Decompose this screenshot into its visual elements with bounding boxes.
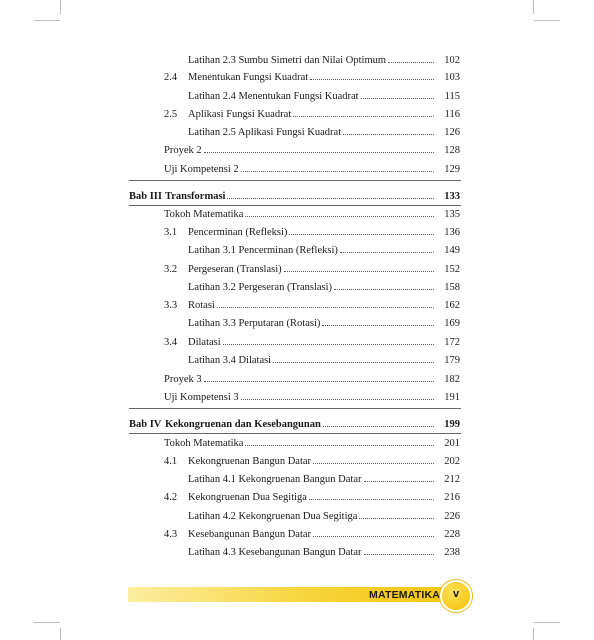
toc-entry-title: Proyek 3 <box>164 374 202 385</box>
toc-entry-page: 103 <box>444 72 460 83</box>
toc-entry-title: Pergeseran (Translasi) <box>188 264 282 275</box>
chapter-divider <box>129 205 461 206</box>
toc-entry-title: Kekongruenan Bangun Datar <box>188 456 312 467</box>
toc-entry-page: 182 <box>444 374 460 385</box>
toc-entry-title: Tokoh Matematika <box>164 209 244 220</box>
toc-entry-page: 169 <box>444 318 460 329</box>
leader-dots <box>245 436 434 446</box>
leader-dots <box>340 243 434 253</box>
leader-dots <box>388 53 434 63</box>
toc-entry[interactable] <box>188 353 460 367</box>
toc-entry-page: 136 <box>444 227 460 238</box>
toc-entry-page: 115 <box>444 91 460 102</box>
leader-dots <box>227 189 434 199</box>
toc-section-number: 3.1 <box>164 227 178 238</box>
toc-entry-title: Aplikasi Fungsi Kuadrat <box>188 109 292 120</box>
toc-entry-title: Kekongruenan Dua Segitiga <box>188 492 307 503</box>
toc-entry-title: Rotasi <box>188 300 215 311</box>
toc-entry-page: 179 <box>444 355 460 366</box>
toc-entry-page: 172 <box>444 337 460 348</box>
toc-entry[interactable] <box>164 298 460 312</box>
toc-entry-page: 212 <box>444 474 460 485</box>
leader-dots <box>309 490 434 500</box>
chapter-divider <box>129 433 461 434</box>
toc-entry-page: 201 <box>444 438 460 449</box>
leader-dots <box>313 527 434 537</box>
toc-entry-title: Uji Kompetensi 3 <box>164 392 239 403</box>
toc-entry[interactable] <box>188 243 460 257</box>
toc-entry[interactable] <box>188 509 460 523</box>
toc-entry-page: 126 <box>444 127 460 138</box>
toc-chapter-title: Transformasi <box>165 191 226 202</box>
toc-entry[interactable] <box>188 280 460 294</box>
toc-entry[interactable] <box>188 545 460 559</box>
toc-section-number: 2.4 <box>164 72 178 83</box>
toc-entry-title: Uji Kompetensi 2 <box>164 164 239 175</box>
footer-book-title: MATEMATIKA <box>369 589 441 601</box>
leader-dots <box>323 417 434 427</box>
toc-entry-title: Latihan 2.4 Menentukan Fungsi Kuadrat <box>188 91 359 102</box>
toc-section-number: 4.2 <box>164 492 178 503</box>
toc-entry[interactable] <box>164 454 460 468</box>
toc-entry[interactable] <box>164 390 460 404</box>
toc-entry[interactable] <box>164 70 460 84</box>
toc-entry-page: 129 <box>444 164 460 175</box>
toc-entry[interactable] <box>188 53 460 67</box>
toc-entry[interactable] <box>164 262 460 276</box>
toc-section-number: 3.4 <box>164 337 178 348</box>
toc-entry-title: Menentukan Fungsi Kuadrat <box>188 72 309 83</box>
toc-entry-page: 226 <box>444 511 460 522</box>
toc-entry[interactable] <box>164 225 460 239</box>
toc-entry[interactable] <box>164 490 460 504</box>
toc-entry[interactable] <box>164 372 460 386</box>
toc-entry-page: 238 <box>444 547 460 558</box>
toc-entry[interactable] <box>164 207 460 221</box>
toc-entry-page: 133 <box>444 191 460 202</box>
toc-chapter-entry[interactable] <box>129 417 460 431</box>
toc-entry-title: Latihan 3.2 Pergeseran (Translasi) <box>188 282 333 293</box>
toc-entry[interactable] <box>188 89 460 103</box>
toc-entry-title: Latihan 3.4 Dilatasi <box>188 355 272 366</box>
toc-entry-page: 102 <box>444 55 460 66</box>
leader-dots <box>241 162 434 172</box>
leader-dots <box>361 89 434 99</box>
toc-chapter-entry[interactable] <box>129 189 460 203</box>
toc-entry-title: Pencerminan (Refleksi) <box>188 227 288 238</box>
toc-section-number: 3.3 <box>164 300 178 311</box>
toc-entry[interactable] <box>188 472 460 486</box>
leader-dots <box>310 70 434 80</box>
toc-entry-page: 216 <box>444 492 460 503</box>
chapter-divider <box>129 408 461 409</box>
leader-dots <box>284 262 434 272</box>
toc-entry-title: Latihan 2.3 Sumbu Simetri dan Nilai Optimum <box>188 55 387 66</box>
toc-section-number: 4.1 <box>164 456 178 467</box>
toc-section-number: 2.5 <box>164 109 178 120</box>
toc-entry[interactable] <box>164 335 460 349</box>
toc-entry-title: Dilatasi <box>188 337 221 348</box>
leader-dots <box>334 280 434 290</box>
toc-entry[interactable] <box>188 125 460 139</box>
leader-dots <box>223 335 434 345</box>
leader-dots <box>293 107 434 117</box>
toc-entry-title: Tokoh Matematika <box>164 438 244 449</box>
toc-entry[interactable] <box>188 316 460 330</box>
toc-entry-page: 162 <box>444 300 460 311</box>
toc-entry[interactable] <box>164 436 460 450</box>
toc-entry-page: 116 <box>444 109 460 120</box>
toc-entry[interactable] <box>164 143 460 157</box>
toc-entry-title: Latihan 4.2 Kekongruenan Dua Segitiga <box>188 511 358 522</box>
leader-dots <box>241 390 434 400</box>
toc-chapter-title: Kekongruenan dan Kesebangunan <box>165 419 321 430</box>
toc-entry-page: 149 <box>444 245 460 256</box>
leader-dots <box>313 454 434 464</box>
toc-entry-title: Kesebangunan Bangun Datar <box>188 529 312 540</box>
toc-entry-page: 202 <box>444 456 460 467</box>
leader-dots <box>343 125 434 135</box>
leader-dots <box>273 353 434 363</box>
toc-entry-page: 199 <box>444 419 460 430</box>
page-number: v <box>452 588 460 600</box>
toc-section-number: 3.2 <box>164 264 178 275</box>
toc-entry-page: 128 <box>444 145 460 156</box>
toc-chapter-number: Bab III <box>129 191 162 202</box>
toc-entry-title: Latihan 3.1 Pencerminan (Refleksi) <box>188 245 338 256</box>
toc-entry-page: 158 <box>444 282 460 293</box>
leader-dots <box>322 316 434 326</box>
toc-entry-page: 191 <box>444 392 460 403</box>
leader-dots <box>359 509 434 519</box>
leader-dots <box>245 207 434 217</box>
toc-chapter-number: Bab IV <box>129 419 162 430</box>
leader-dots <box>204 372 434 382</box>
toc-entry-title: Latihan 3.3 Perputaran (Rotasi) <box>188 318 321 329</box>
toc-entry[interactable] <box>164 527 460 541</box>
leader-dots <box>364 472 435 482</box>
toc-entry-title: Latihan 2.5 Aplikasi Fungsi Kuadrat <box>188 127 342 138</box>
toc-entry-page: 152 <box>444 264 460 275</box>
toc-entry-title: Latihan 4.1 Kekongruenan Bangun Datar <box>188 474 362 485</box>
leader-dots <box>364 545 435 555</box>
toc-entry[interactable] <box>164 162 460 176</box>
toc-entry-page: 228 <box>444 529 460 540</box>
leader-dots <box>217 298 434 308</box>
toc-entry-title: Latihan 4.3 Kesebangunan Bangun Datar <box>188 547 362 558</box>
toc-entry-title: Proyek 2 <box>164 145 202 156</box>
chapter-divider <box>129 180 461 181</box>
leader-dots <box>289 225 434 235</box>
toc-section-number: 4.3 <box>164 529 178 540</box>
leader-dots <box>204 143 434 153</box>
page-number-badge <box>440 580 472 612</box>
toc-entry[interactable] <box>164 107 460 121</box>
toc-entry-page: 135 <box>444 209 460 220</box>
